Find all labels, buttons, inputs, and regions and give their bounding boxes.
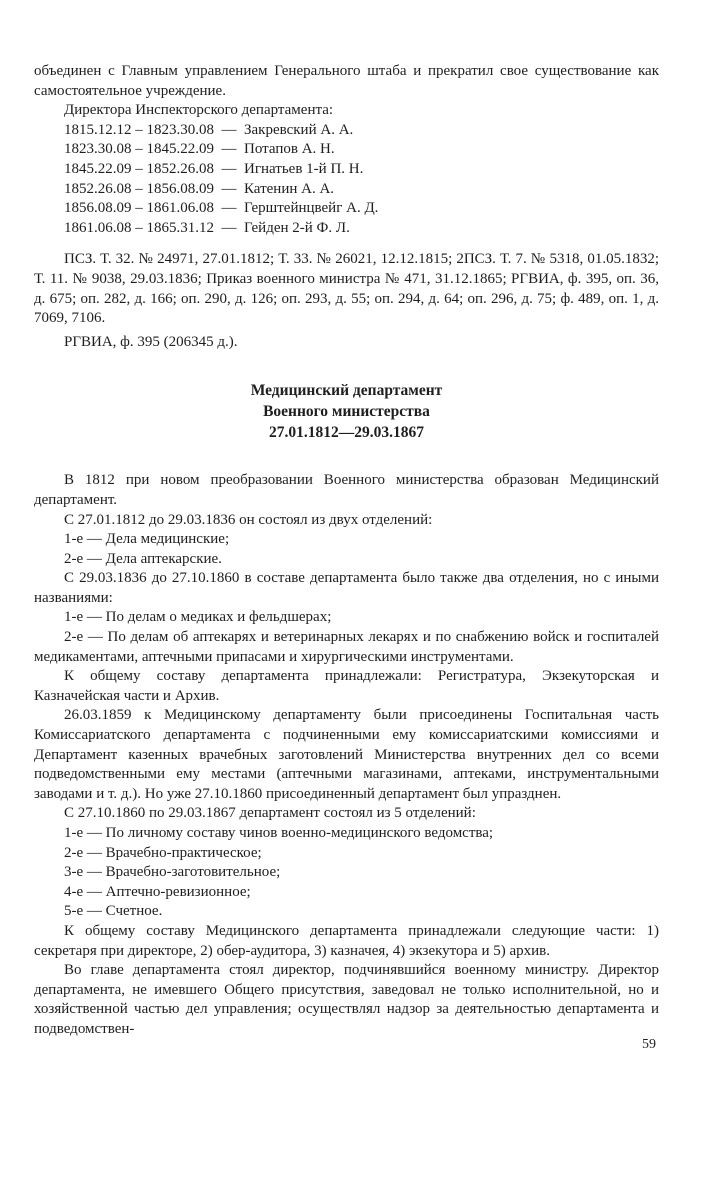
body-paragraph: Во главе департамента стоял директор, подчинявшийся военному министру. Директор департамента, не имевшего Общего присутствия, заведовал не только исполнительной, но и хозяйственной частью дел управления; осуществлял надзор за деятельностью департамента и подведомствен- xyxy=(34,962,659,1037)
section-title-line1: Медицинский департамент xyxy=(250,382,443,400)
director-entry: 1852.26.08 – 1856.08.09 — Катенин А. А. xyxy=(64,180,335,197)
list-item: 3-е — Врачебно-заготовительное; xyxy=(64,864,281,881)
body-paragraph: С 27.10.1860 по 29.03.1867 департамент состоял из 5 отделений: xyxy=(64,805,476,822)
section-heading xyxy=(34,380,659,443)
director-entry: 1845.22.09 – 1852.26.08 — Игнатьев 1-й П. Н. xyxy=(64,160,364,177)
directors-heading: Директора Инспекторского департамента: xyxy=(64,102,334,119)
list-item: 1-е — По личному составу чинов военно-медицинского ведомства; xyxy=(64,825,494,841)
list-item: 2-е — Дела аптекарские. xyxy=(64,550,222,567)
director-entry: 1815.12.12 – 1823.30.08 — Закревский А. А. xyxy=(64,121,354,138)
list-item: 2-е — По делам об аптекарях и ветеринарных лекарях и по снабжению войск и госпиталей медикаментами, аптечными припасами и хирургическими инструментами. xyxy=(34,629,659,665)
body-paragraph: С 29.03.1836 до 27.10.1860 в составе департамента было также два отделения, но с иными названиями: xyxy=(34,570,659,606)
body-paragraph: С 27.01.1812 до 29.03.1836 он состоял из двух отделений: xyxy=(64,511,433,528)
list-item: 4-е — Аптечно-ревизионное; xyxy=(64,883,251,900)
directors-list xyxy=(34,121,659,239)
list-item: 1-е — По делам о медиках и фельдшерах; xyxy=(64,609,332,626)
sources-paragraph: ПСЗ. Т. 32. № 24971, 27.01.1812; Т. 33. № 26021, 12.12.1815; 2ПСЗ. Т. 7. № 5318, 01.05.1832; Т. 11. № 9038, 29.03.1836; Приказ военного министра № 471, 31.12.1865; РГВИА, ф. 395, оп. 36, д. 675; оп. 282, д. 166; оп. 290, д. 126; оп. 293, д. 55; оп. 294, д. 64; оп. 296, д. 75; ф. 489, оп. 1, д. 7069, 7106. xyxy=(34,251,659,327)
director-entry: 1856.08.09 – 1861.06.08 — Герштейнцвейг А. Д. xyxy=(64,200,379,217)
director-entry: 1823.30.08 – 1845.22.09 — Потапов А. Н. xyxy=(64,141,335,158)
body-paragraph: В 1812 при новом преобразовании Военного министерства образован Медицинский департамент. xyxy=(34,472,659,508)
list-item: 2-е — Врачебно-практическое; xyxy=(64,844,262,861)
body-paragraph: К общему составу Медицинского департамента принадлежали следующие части: 1) секретаря при директоре, 2) обер-аудитора, 3) казначея, 4) экзекутора и 5) архив. xyxy=(34,922,659,959)
intro-paragraph: объединен с Главным управлением Генерального штаба и прекратил свое существование как самостоятельное учреждение. xyxy=(34,63,659,99)
archive-reference: РГВИА, ф. 395 (206345 д.). xyxy=(64,333,238,350)
director-entry: 1861.06.08 – 1865.31.12 — Гейден 2-й Ф. Л. xyxy=(64,219,350,236)
section-title-dates: 27.01.1812—29.03.1867 xyxy=(269,424,424,442)
body-paragraph: К общему составу департамента принадлежали: Регистратура, Экзекуторская и Казначейская части и Архив. xyxy=(34,668,659,704)
page-number: 59 xyxy=(642,1037,656,1052)
body-paragraph: 26.03.1859 к Медицинскому департаменту были присоединены Госпитальная часть Комиссариатского департамента с подчиненными ему комиссариатскими комиссиями и Департамент казенных врачебных заготовлений Министерства внутренних дел со всеми подведомственными ему местами (аптечными магазинами, аптеками, инструментальными заводами и т. д.). Но уже 27.10.1860 присоединенный департамент был упразднен. xyxy=(34,707,659,802)
section-title-line2: Военного министерства xyxy=(263,403,430,421)
list-item: 5-е — Счетное. xyxy=(64,903,163,920)
document-page xyxy=(34,62,659,1040)
list-item: 1-е — Дела медицинские; xyxy=(64,531,230,548)
